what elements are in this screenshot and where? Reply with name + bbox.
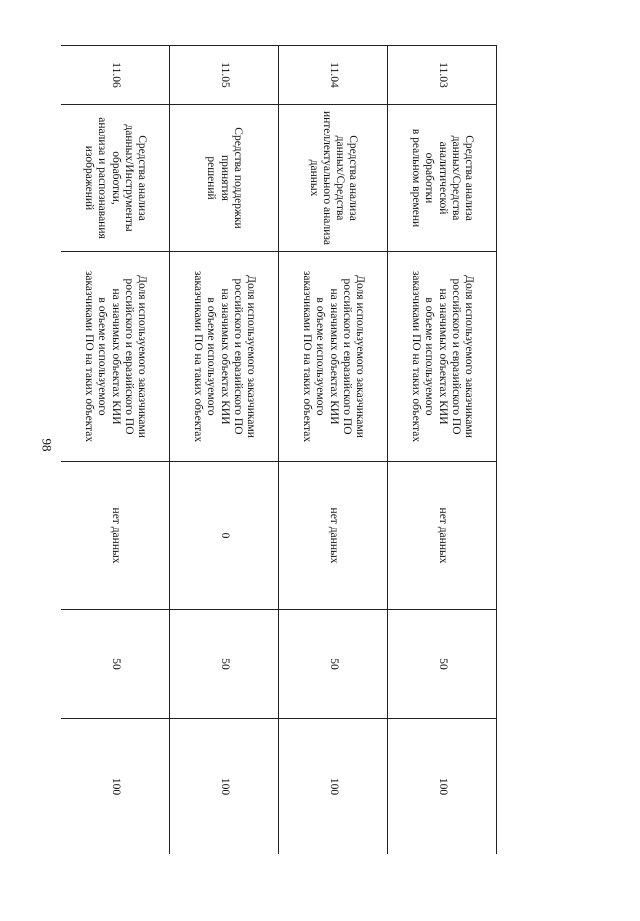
- row-target-final: 100: [170, 719, 279, 855]
- row-target-mid: 50: [61, 610, 170, 719]
- row-software-class: Средства анализа данных/Средства аналитической обработки в реальном времени: [388, 105, 497, 252]
- row-software-class: Средства анализа данных/Инструменты обработки, анализа и распознавания изображений: [61, 105, 170, 252]
- row-base-value: нет данных: [279, 462, 388, 610]
- row-code: 11.05: [170, 46, 279, 105]
- table-row: [170, 46, 279, 855]
- row-target-mid: 50: [279, 610, 388, 719]
- row-software-class: Средства анализа данных/Средства интеллектуального анализа данных: [279, 105, 388, 252]
- row-target-final: 100: [61, 719, 170, 855]
- software-share-table: [61, 45, 497, 854]
- row-base-value: нет данных: [61, 462, 170, 610]
- page-number: 98: [39, 438, 55, 452]
- row-code: 11.04: [279, 46, 388, 105]
- rotated-table: [61, 45, 497, 854]
- row-indicator: Доля используемого заказчиками российского и евразийского ПО на значимых объектах КИИ в объеме используемого заказчиками ПО на таких объектах: [170, 252, 279, 462]
- row-target-mid: 50: [388, 610, 497, 719]
- row-target-mid: 50: [170, 610, 279, 719]
- row-base-value: нет данных: [388, 462, 497, 610]
- table-row: [61, 46, 170, 855]
- row-software-class: Средства поддержки принятия решений: [170, 105, 279, 252]
- row-base-value: 0: [170, 462, 279, 610]
- row-target-final: 100: [279, 719, 388, 855]
- table-row: [388, 46, 497, 855]
- row-indicator: Доля используемого заказчиками российского и евразийского ПО на значимых объектах КИИ в объеме используемого заказчиками ПО на таких объектах: [388, 252, 497, 462]
- table-row: [279, 46, 388, 855]
- row-indicator: Доля используемого заказчиками российского и евразийского ПО на значимых объектах КИИ в объеме используемого заказчиками ПО на таких объектах: [61, 252, 170, 462]
- row-code: 11.06: [61, 46, 170, 105]
- table-container: [61, 45, 497, 854]
- row-code: 11.03: [388, 46, 497, 105]
- row-target-final: 100: [388, 719, 497, 855]
- row-indicator: Доля используемого заказчиками российского и евразийского ПО на значимых объектах КИИ в объеме используемого заказчиками ПО на таких объектах: [279, 252, 388, 462]
